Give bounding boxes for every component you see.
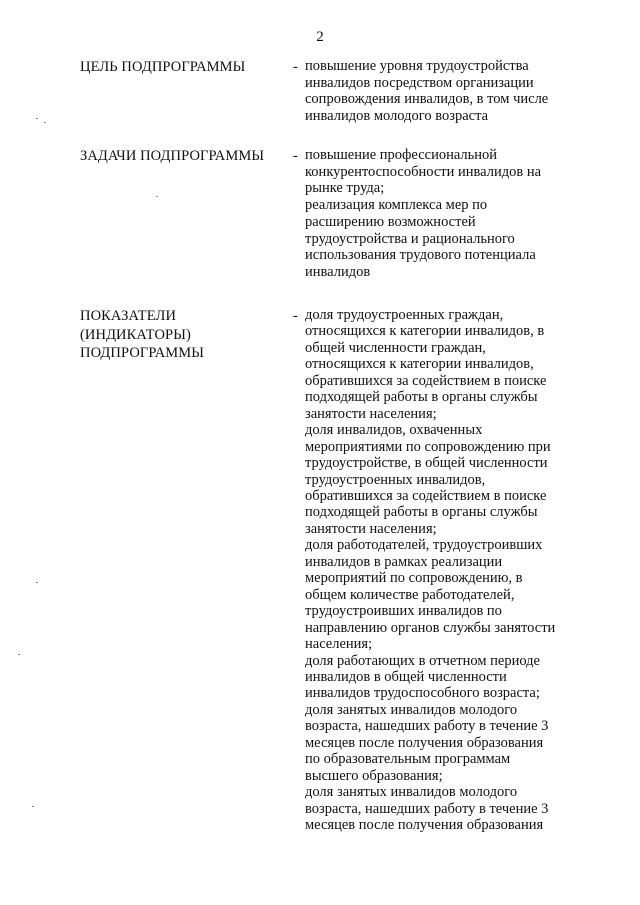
- content-line: трудоустроенных инвалидов,: [305, 471, 486, 488]
- content-line: инвалидов молодого возраста: [305, 107, 489, 124]
- content-line: общей численности граждан,: [305, 339, 486, 356]
- scan-speck: [18, 654, 20, 655]
- content-line: трудоустроивших инвалидов по: [305, 603, 502, 620]
- label-line: (ИНДИКАТОРЫ): [80, 326, 191, 343]
- content-line: относящихся к категории инвалидов, в: [305, 323, 545, 340]
- content-line: мероприятий по сопровождению, в: [305, 570, 523, 587]
- content-line: доля трудоустроенных граждан,: [305, 307, 504, 323]
- content-line: доля инвалидов, охваченных: [305, 422, 483, 439]
- section-content: [305, 147, 567, 281]
- content-line: доля работающих в отчетном периоде: [305, 652, 540, 669]
- label-line: ЦЕЛЬ ПОДПРОГРАММЫ: [80, 59, 246, 75]
- content-line: инвалидов посредством организации: [305, 74, 534, 91]
- page-number: 2: [316, 29, 324, 45]
- section-content: [305, 307, 567, 834]
- label-line: ЗАДАЧИ ПОДПРОГРАММЫ: [80, 148, 265, 164]
- content-line: инвалидов: [305, 263, 371, 280]
- dash-marker: -: [293, 308, 298, 324]
- content-line: использования трудового потенциала: [305, 247, 536, 264]
- content-line: общем количестве работодателей,: [305, 586, 515, 603]
- content-line: инвалидов в общей численности: [305, 668, 507, 685]
- section-label: [80, 58, 280, 77]
- section-content: [305, 58, 567, 124]
- content-line: трудоустройстве, в общей численности: [305, 455, 548, 472]
- scan-speck: [36, 582, 38, 583]
- content-line: занятости населения;: [305, 520, 437, 537]
- content-line: рынке труда;: [305, 180, 385, 197]
- content-line: мероприятиями по сопровождению при: [305, 438, 551, 455]
- content-line: подходящей работы в органы службы: [305, 389, 538, 406]
- content-line: инвалидов в рамках реализации: [305, 553, 503, 570]
- content-line: расширению возможностей: [305, 213, 476, 230]
- content-line: занятости населения;: [305, 405, 437, 422]
- section-label: [80, 147, 280, 166]
- scan-speck: [36, 118, 38, 119]
- content-line: конкурентоспособности инвалидов на: [305, 163, 542, 180]
- content-line: возраста, нашедших работу в течение 3: [305, 718, 549, 735]
- content-line: повышение уровня трудоустройства: [305, 58, 529, 74]
- content-line: месяцев после получения образования: [305, 817, 544, 834]
- content-line: доля работодателей, трудоустроивших: [305, 537, 543, 554]
- content-line: направлению органов службы занятости: [305, 619, 556, 636]
- scan-speck: [156, 196, 158, 197]
- content-line: повышение профессиональной: [305, 147, 498, 163]
- content-line: месяцев после получения образования: [305, 734, 544, 751]
- section-label: [80, 307, 280, 363]
- content-line: сопровождения инвалидов, в том числе: [305, 91, 549, 108]
- content-line: реализация комплекса мер по: [305, 197, 488, 214]
- content-line: инвалидов трудоспособного возраста;: [305, 685, 540, 702]
- content-line: доля занятых инвалидов молодого: [305, 701, 518, 718]
- content-line: обратившихся за содействием в поиске: [305, 372, 547, 389]
- content-line: возраста, нашедших работу в течение 3: [305, 800, 549, 817]
- scan-speck: [44, 122, 46, 123]
- content-line: населения;: [305, 636, 373, 653]
- content-line: относящихся к категории инвалидов,: [305, 356, 534, 373]
- label-line: ПОКАЗАТЕЛИ: [80, 308, 177, 324]
- content-line: подходящей работы в органы службы: [305, 504, 538, 521]
- content-line: доля занятых инвалидов молодого: [305, 784, 518, 801]
- scan-speck: [32, 806, 34, 807]
- content-line: высшего образования;: [305, 767, 443, 784]
- content-line: обратившихся за содействием в поиске: [305, 487, 547, 504]
- dash-marker: -: [293, 148, 298, 164]
- content-line: по образовательным программам: [305, 751, 511, 768]
- label-line: ПОДПРОГРАММЫ: [80, 345, 204, 362]
- dash-marker: -: [293, 59, 298, 75]
- content-line: трудоустройства и рационального: [305, 230, 515, 247]
